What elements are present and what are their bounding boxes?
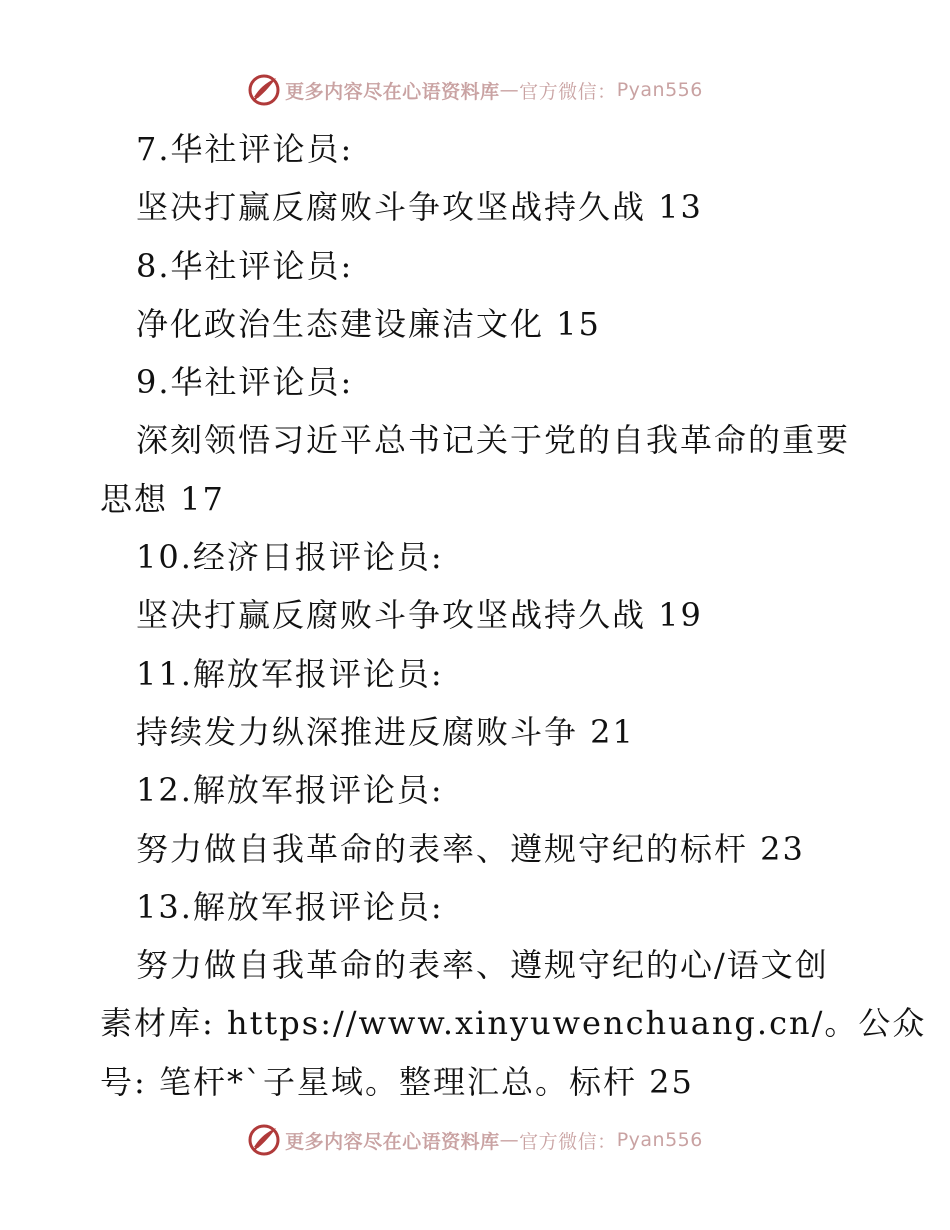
watermark-label: 官方微信： (519, 1130, 617, 1153)
text-line: 12.解放军报评论员: (136, 771, 444, 810)
watermark-separator: — (499, 79, 520, 101)
text-line: 7.华社评论员: (136, 130, 354, 168)
text-line: 坚决打赢反腐败斗争攻坚战持久战 13 (136, 188, 703, 227)
watermark-wechat-id: Pyan556 (616, 79, 703, 101)
text-line: 深刻领悟习近平总书记关于党的自我革命的重要 (136, 421, 851, 460)
text-line: 坚决打赢反腐败斗争攻坚战持久战 19 (136, 596, 703, 635)
document-body (100, 120, 927, 1111)
text-line: 8.华社评论员: (136, 246, 354, 285)
text-line: 努力做自我革命的表率、遵规守纪的心/语文创 (136, 946, 829, 985)
footer-watermark (0, 1120, 950, 1160)
watermark-wechat-id: Pyan556 (616, 1129, 703, 1151)
watermark-brand: 更多内容尽在心语资料库 (285, 1130, 500, 1153)
text-line: 努力做自我革命的表率、遵规守纪的标杆 23 (136, 829, 805, 868)
quill-logo-icon (247, 73, 281, 107)
text-line: 持续发力纵深推进反腐败斗争 21 (136, 712, 635, 751)
text-line: 思想 17 (100, 479, 225, 518)
text-line: 素材库: https://www.xinyuwenchuang.cn/。公众 (100, 1004, 927, 1043)
text-line: 13.解放军报评论员: (136, 887, 444, 926)
text-line: 11.解放军报评论员: (136, 654, 444, 693)
watermark-label: 官方微信： (519, 80, 617, 103)
watermark-brand: 更多内容尽在心语资料库 (285, 80, 500, 103)
text-line: 号: 笔杆*`子星域。整理汇总。标杆 25 (100, 1062, 694, 1101)
header-watermark (0, 70, 950, 110)
text-line: 9.华社评论员: (136, 363, 354, 402)
text-line: 10.经济日报评论员: (136, 538, 444, 577)
quill-logo-icon (247, 1123, 281, 1157)
text-line: 净化政治生态建设廉洁文化 15 (136, 304, 601, 343)
watermark-separator: — (499, 1129, 520, 1151)
